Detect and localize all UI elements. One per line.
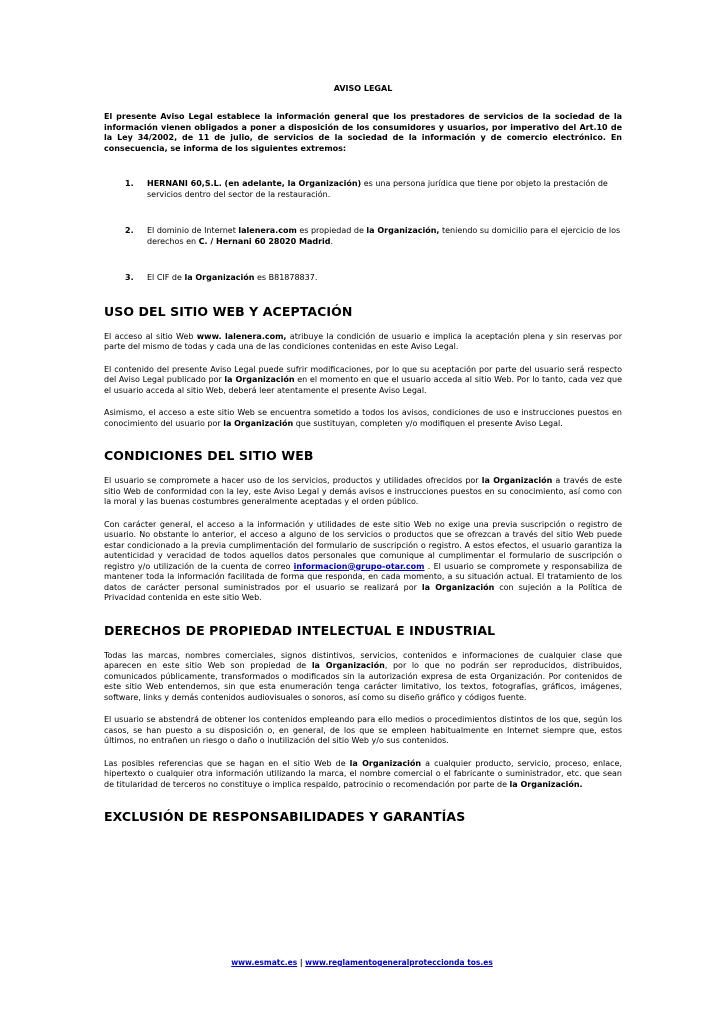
page-footer — [0, 958, 724, 967]
organization-ref: la Organización — [481, 476, 553, 485]
section-heading-exclusion: EXCLUSIÓN DE RESPONSABILIDADES Y GARANTÍAS — [104, 809, 466, 824]
domain-name: lalenera.com — [238, 226, 297, 235]
address: C. / Hernani 60 28020 Madrid — [198, 236, 331, 246]
paragraph: Todas las marcas, nombres comerciales, signos distintivos, servicios, contenidos e informaciones de cualquier clase que aparecen en este sitio Web son propiedad de la Organización, por lo que no podrán ser reproducidos, distribuidos, comunicados públicamente, transformados o modificados sin la autorización expresa de esta Organización. Por contenidos de este sitio Web entendemos, sin que esta enumeración tenga carácter limitativo, los textos, fotografías, gráficos, imágenes, software, links y demás contenidos audiovisuales o sonoros, así como su diseño gráfico y códigos fuente. — [104, 650, 623, 702]
website-ref: www. lalenera.com, — [196, 331, 287, 341]
list-text: El dominio de Internet — [147, 226, 239, 235]
list-item — [104, 273, 622, 284]
footer-link-reglamento[interactable]: www.reglamentogeneralproteccionda tos.es — [305, 958, 493, 967]
company-name: HERNANI 60,S.L. (en adelante, la Organización) — [147, 179, 362, 188]
list-text: es propiedad de — [296, 226, 367, 235]
list-text: es una persona jurídica que tiene por objeto la prestación de servicios dentro del sector de la restauración. — [147, 179, 608, 199]
organization-ref: la Organización. — [509, 779, 583, 789]
paragraph: El acceso al sitio Web www. lalenera.com, atribuye la condición de usuario e implica la aceptación plena y sin reservas por parte del mismo de todas y cada una de las condiciones contenidas en este Aviso Legal. — [104, 331, 622, 351]
list-text: . — [330, 236, 334, 246]
organization-ref: la Organización — [223, 418, 294, 428]
list-item — [104, 226, 622, 247]
document-title: AVISO LEGAL — [333, 84, 393, 93]
email-link[interactable]: informacion@grupo-otar.com — [293, 561, 425, 571]
list-number: 3. — [125, 273, 134, 282]
list-text: es — [254, 273, 269, 282]
organization-ref: la Organización — [224, 375, 295, 384]
paragraph: El usuario se abstendrá de obtener los contenidos empleando para ello medios o procedimientos distintos de los que, según los casos, se han puesto a su disposición o, en general, de los que se empleen habitualmente en Internet siempre que, estos últimos, no entrañen un riesgo o daño o inutilización del sitio Web y/o sus contenidos. — [104, 715, 622, 745]
list-text: teniendo su domicilio para el ejercicio de los derechos en — [147, 226, 621, 246]
company-info-list — [104, 179, 622, 284]
section-heading-condiciones: CONDICIONES DEL SITIO WEB — [104, 448, 314, 463]
paragraph: El contenido del presente Aviso Legal puede sufrir modificaciones, por lo que su aceptación por parte del usuario será respecto del Aviso Legal publicado por la Organización en el momento en que el usuario acceda al sitio Web. Por lo tanto, cada vez que el usuario acceda al sitio Web, deberá leer atentamente el presente Aviso Legal. — [104, 364, 623, 395]
paragraph: Con carácter general, el acceso a la información y utilidades de este sitio Web no exige una previa suscripción o registro de usuario. No obstante lo anterior, el acceso a alguno de los servicios o productos que se ofrezcan a través del sitio Web puede estar condicionado a la previa cumplimentación del formulario de suscripción o registro. A estos efectos, el usuario garantiza la autenticidad y veracidad de todos aquellos datos personales que comunique al cumplimentar el formulario de suscripción o registro y/o utilización de la cuenta de correo informacion@grupo-otar.com . El usuario se compromete y responsabiliza de mantener toda la información facilitada de forma que responda, en cada momento, a su situación actual. El tratamiento de los datos de carácter personal suministrados por el usuario se realizará por la Organización con sujeción a la Política de Privacidad contenida en este sitio Web. — [104, 519, 623, 602]
footer-separator: | — [297, 958, 306, 967]
list-number: 2. — [125, 226, 134, 235]
organization-ref: la Organización — [349, 758, 422, 768]
cif-value: B81878837 — [268, 273, 315, 282]
paragraph: Las posibles referencias que se hagan en el sitio Web de la Organización a cualquier producto, servicio, proceso, enlace, hipertexto o cualquier otra información utilizando la marca, el nombre comercial o el fabricante o suministrador, etc. que sean de titularidad de terceros no constituye o implica respaldo, patrocinio o recomendación por parte de la Organización. — [104, 758, 623, 789]
paragraph: Asimismo, el acceso a este sitio Web se encuentra sometido a todos los avisos, condiciones de uso e instrucciones puestos en conocimiento del usuario por la Organización que sustituyan, completen y/o modifiquen el presente Aviso Legal. — [104, 408, 622, 428]
organization-ref: la Organización, — [366, 226, 440, 235]
organization-ref: la Organización — [421, 582, 495, 592]
paragraph: El usuario se compromete a hacer uso de los servicios, productos y utilidades ofrecidos por la Organización a través de este sitio Web de conformidad con la ley, este Aviso Legal y demás avisos e instrucciones puestos en su conocimiento, así como con la moral y las buenas costumbres generalmente aceptadas y el orden público. — [104, 476, 623, 506]
list-text: El CIF de — [147, 273, 185, 282]
organization-ref: la Organización — [311, 661, 385, 670]
footer-link-esmatc[interactable]: www.esmatc.es — [231, 958, 298, 967]
section-heading-uso: USO DEL SITIO WEB Y ACEPTACIÓN — [104, 303, 353, 319]
document-body — [104, 84, 622, 824]
section-heading-propiedad: DERECHOS DE PROPIEDAD INTELECTUAL E INDUSTRIAL — [104, 622, 496, 638]
list-number: 1. — [125, 179, 134, 188]
intro-paragraph: El presente Aviso Legal establece la información general que los prestadores de servicios de la sociedad de la información vienen obligados a poner a disposición de los consumidores y usuarios, por imperativo del Art.10 de la Ley 34/2002, de 11 de julio, de servicios de la sociedad de la información y de comercio electrónico. En consecuencia, se informa de los siguientes extremos: — [104, 112, 622, 153]
organization-ref: la Organización — [184, 273, 255, 282]
list-item — [104, 179, 622, 200]
list-text: . — [314, 273, 318, 282]
